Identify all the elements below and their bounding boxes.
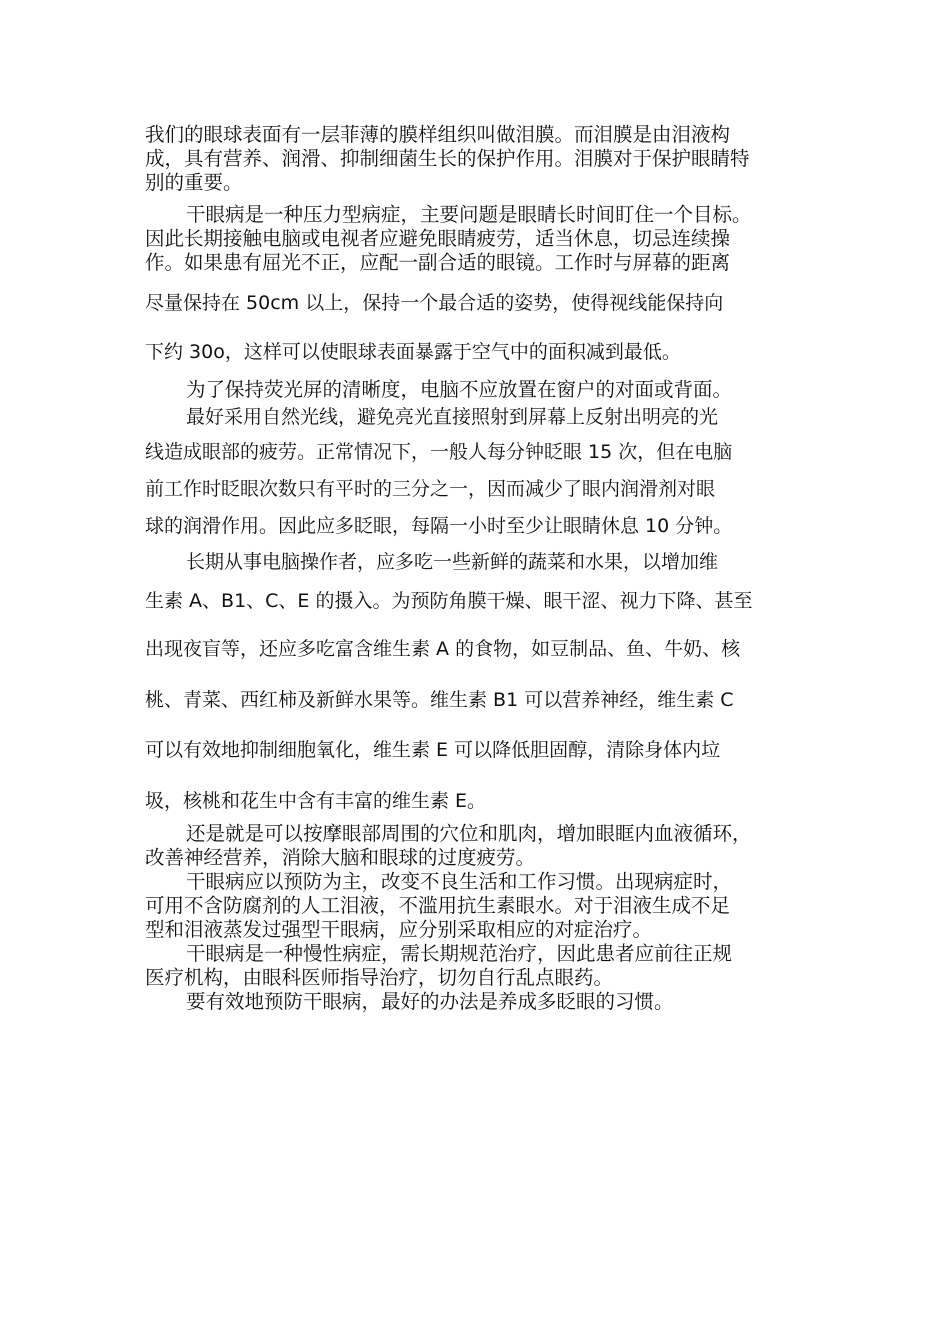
text-line: 还是就是可以按摩眼部周围的穴位和肌肉，增加眼眶内血液循环，	[186, 822, 752, 845]
text-line: 型和泪液蒸发过强型干眼病，应分别采取相应的对症治疗。	[145, 918, 653, 941]
text-line: 干眼病应以预防为主，改变不良生活和工作习惯。出现病症时，	[186, 870, 733, 893]
text-line-walnuts	[145, 786, 815, 813]
text-line: 可用不含防腐剂的人工泪液，不滥用抗生素眼水。对于泪液生成不足	[145, 894, 731, 917]
text-line: 可以有效地抑制细胞氧化，维生素 E 可以降低胆固醇，清除身体内垃	[145, 739, 721, 761]
text-line: 成，具有营养、润滑、抑制细菌生长的保护作用。泪膜对于保护眼睛特	[145, 147, 750, 170]
text-line: 改善神经营养，消除大脑和眼球的过度疲劳。	[145, 846, 536, 869]
paragraph-tear-film	[145, 123, 815, 195]
text-line: 医疗机构，由眼科医师指导治疗，切勿自行乱点眼药。	[145, 966, 614, 989]
text-line: 为了保持荧光屏的清晰度，电脑不应放置在窗户的对面或背面。	[186, 378, 733, 401]
text-line: 下约 30o，这样可以使眼球表面暴露于空气中的面积减到最低。	[145, 341, 681, 363]
text-line: 因此长期接触电脑或电视者应避免眼睛疲劳，适当休息，切忌连续操	[145, 227, 731, 250]
text-line: 生素 A、B1、C、E 的摄入。为预防角膜干燥、眼干涩、视力下降、甚至	[145, 590, 753, 612]
text-line: 前工作时眨眼次数只有平时的三分之一，因而减少了眼内润滑剂对眼	[145, 478, 716, 500]
text-line-vitamins	[145, 586, 815, 613]
text-line: 球的润滑作用。因此应多眨眼，每隔一小时至少让眼睛休息 10 分钟。	[145, 515, 733, 537]
paragraph-massage-prevention	[145, 822, 815, 1014]
text-line: 别的重要。	[145, 171, 243, 194]
text-line-blinking	[145, 437, 815, 464]
paragraph-dry-eye-intro	[145, 203, 815, 275]
text-line-lubrication	[145, 474, 815, 501]
text-line-screen-placement	[145, 374, 815, 402]
text-line: 作。如果患有屈光不正，应配一副合适的眼镜。工作时与屏幕的距离	[145, 251, 731, 274]
text-line: 尽量保持在 50cm 以上，保持一个最合适的姿势，使得视线能保持向	[145, 292, 724, 314]
text-line: 桃、青菜、西红柿及新鲜水果等。维生素 B1 可以营养神经，维生素 C	[145, 689, 734, 711]
text-line: 长期从事电脑操作者，应多吃一些新鲜的蔬菜和水果，以增加维	[186, 551, 719, 573]
text-line-night-blindness	[145, 634, 815, 661]
text-line: 出现夜盲等，还应多吃富含维生素 A 的食物，如豆制品、鱼、牛奶、核	[145, 638, 741, 660]
text-line-angle	[145, 337, 815, 364]
text-line-natural-light	[145, 402, 815, 429]
text-line: 线造成眼部的疲劳。正常情况下，一般人每分钟眨眼 15 次，但在电脑	[145, 441, 733, 463]
text-line-vegetables	[145, 547, 815, 574]
text-line: 圾，核桃和花生中含有丰富的维生素 E。	[145, 790, 487, 812]
text-line-distance	[145, 288, 815, 315]
text-line-foods	[145, 685, 815, 712]
text-line: 最好采用自然光线，避免亮光直接照射到屏幕上反射出明亮的光	[186, 406, 719, 428]
text-line: 要有效地预防干眼病，最好的办法是养成多眨眼的习惯。	[186, 990, 674, 1013]
text-line-rest	[145, 511, 815, 538]
text-line-oxidation	[145, 735, 815, 762]
text-line: 我们的眼球表面有一层菲薄的膜样组织叫做泪膜。而泪膜是由泪液构	[145, 123, 731, 146]
text-line: 干眼病是一种压力型病症，主要问题是眼睛长时间盯住一个目标。	[186, 203, 752, 226]
text-line: 干眼病是一种慢性病症，需长期规范治疗，因此患者应前往正规	[186, 942, 733, 965]
